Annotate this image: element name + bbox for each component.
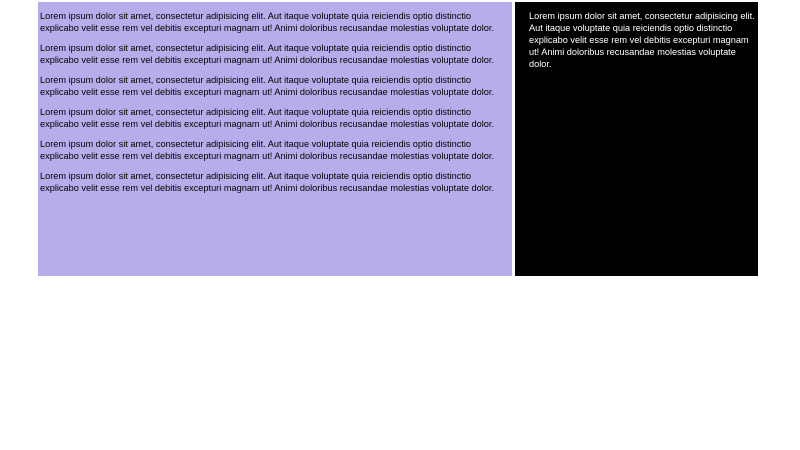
two-column-layout (38, 2, 758, 276)
right-column (515, 2, 758, 276)
paragraph: Lorem ipsum dolor sit amet, consectetur adipisicing elit. Aut itaque voluptate quia reiciendis optio distinctio explicabo velit esse rem vel debitis excepturi magnam ut! Animi doloribus recusandae molestias voluptate dolor. (529, 11, 755, 69)
paragraph: Lorem ipsum dolor sit amet, consectetur adipisicing elit. Aut itaque voluptate quia reiciendis optio distinctio explicabo velit esse rem vel debitis excepturi magnam ut! Animi doloribus recusandae molestias voluptate dolor. (40, 171, 494, 193)
left-column (38, 2, 512, 276)
paragraph: Lorem ipsum dolor sit amet, consectetur adipisicing elit. Aut itaque voluptate quia reiciendis optio distinctio explicabo velit esse rem vel debitis excepturi magnam ut! Animi doloribus recusandae molestias voluptate dolor. (40, 75, 494, 97)
paragraph: Lorem ipsum dolor sit amet, consectetur adipisicing elit. Aut itaque voluptate quia reiciendis optio distinctio explicabo velit esse rem vel debitis excepturi magnam ut! Animi doloribus recusandae molestias voluptate dolor. (40, 139, 494, 161)
paragraph: Lorem ipsum dolor sit amet, consectetur adipisicing elit. Aut itaque voluptate quia reiciendis optio distinctio explicabo velit esse rem vel debitis excepturi magnam ut! Animi doloribus recusandae molestias voluptate dolor. (40, 107, 494, 129)
paragraph: Lorem ipsum dolor sit amet, consectetur adipisicing elit. Aut itaque voluptate quia reiciendis optio distinctio explicabo velit esse rem vel debitis excepturi magnam ut! Animi doloribus recusandae molestias voluptate dolor. (40, 43, 494, 65)
paragraph: Lorem ipsum dolor sit amet, consectetur adipisicing elit. Aut itaque voluptate quia reiciendis optio distinctio explicabo velit esse rem vel debitis excepturi magnam ut! Animi doloribus recusandae molestias voluptate dolor. (40, 11, 494, 33)
